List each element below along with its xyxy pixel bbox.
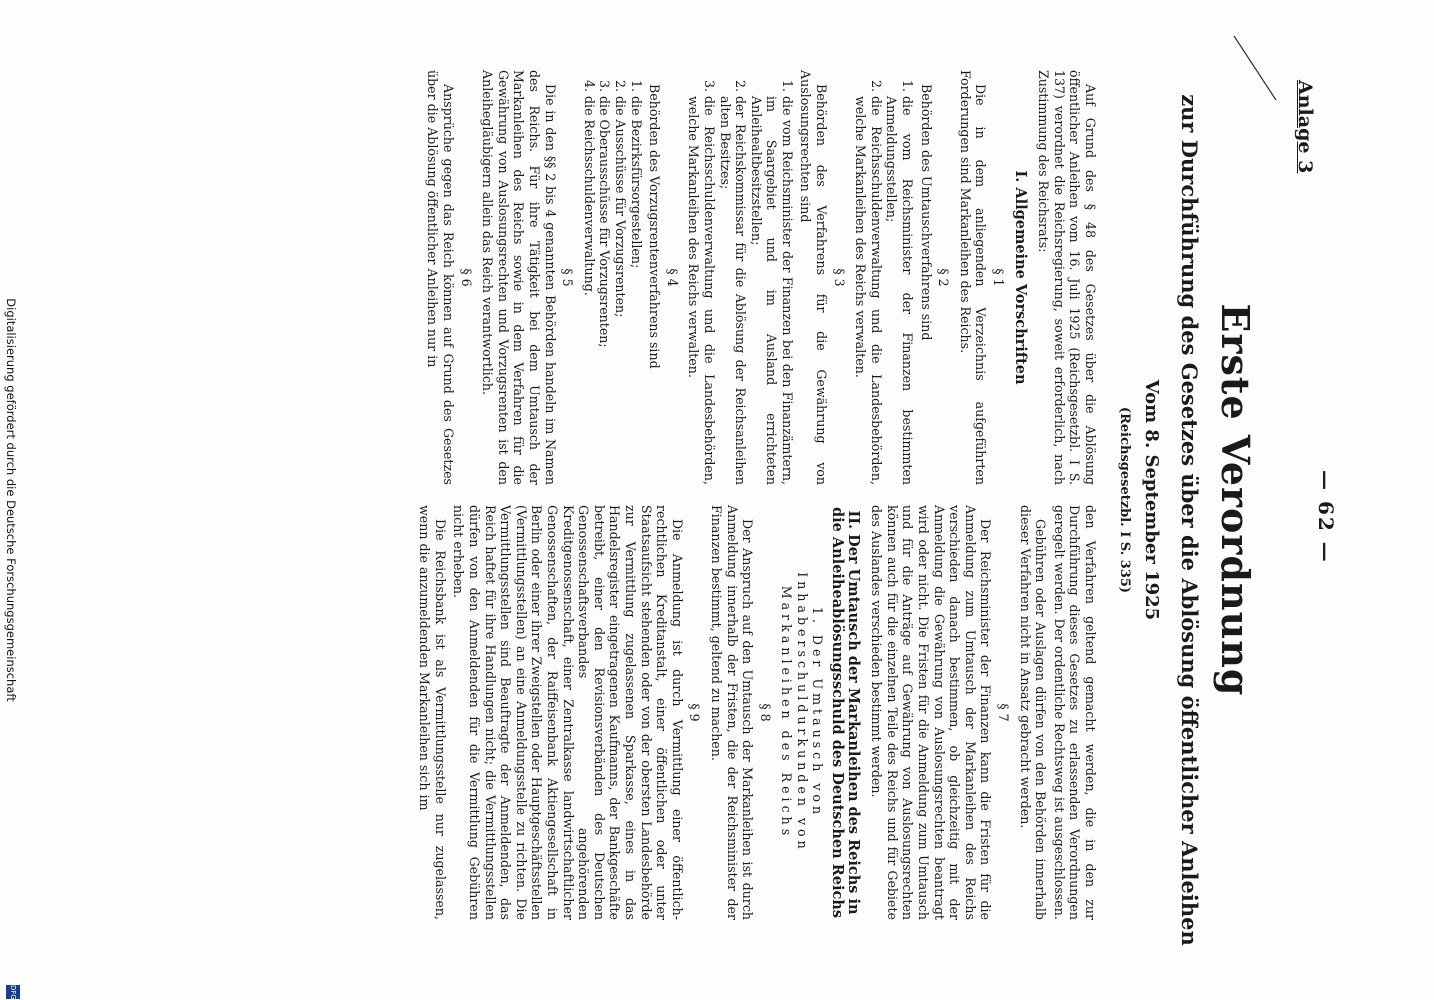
dfg-logo-icon: DFG bbox=[6, 985, 20, 999]
section-8-text: Der Anspruch auf den Umtausch der Markanleihen ist durch Anmeldung innerhalb der Fristen, die der Reichsminister der Finanzen bestimmt, geltend zu machen. bbox=[708, 505, 756, 920]
annex-label: Anlage 3 bbox=[1294, 80, 1316, 174]
list-item: 1. die vom Reichsminister der Finanzen bestimmten Anmeldungsstellen; bbox=[884, 96, 915, 485]
list-item: 2. die Ausschüsse für Vorzugsrenten; bbox=[612, 96, 628, 485]
section-3-intro: Behörden des Verfahrens für die Gewährung von Auslosungsrechten sind bbox=[798, 70, 830, 485]
list-item: 2. der Reichskommissar für die Ablösung der Reichsanleihen alten Besitzes; bbox=[717, 96, 748, 485]
section-5-label: § 5 bbox=[560, 268, 576, 287]
section-2-list bbox=[853, 70, 915, 485]
continuation-paragraph: den Verfahren geltend gemacht werden, die in den zur Durchführung dieses Gesetzes zu erlassenden Verordnungen geregelt werden. Der ordentliche Rechtsweg ist ausgeschlossen. bbox=[1051, 505, 1098, 920]
left-column bbox=[422, 70, 1098, 485]
intro-paragraph: Auf Grund des § 48 des Gesetzes über die Ablösung öffentlicher Anleihen vom 16. Juli 1925 (Reichsgesetzbl. I S. 137) verordnet die Reichsregierung, soweit erforderlich, nach Zustimmung des Reichsrats: bbox=[1036, 70, 1098, 485]
document-date: Vom 8. September 1925 bbox=[1141, 379, 1162, 621]
fees-paragraph: Gebühren oder Auslagen dürfen von den Behörden innerhalb dieser Verfahren nicht in Ansatz gebracht werden. bbox=[1017, 505, 1049, 920]
section-1-label: § 1 bbox=[991, 268, 1007, 287]
section-4-intro: Behörden des Vorzugsrentenverfahrens sind bbox=[647, 84, 663, 369]
page-number: — 62 — bbox=[1314, 470, 1338, 564]
section-4-label: § 4 bbox=[664, 268, 680, 287]
subsection-heading: 1. Der Umtausch von Inhaberschuldurkunden von Markanleihen des Reichs bbox=[779, 572, 826, 853]
section-9-text-continued: Die Reichsbank ist als Vermittlungsstelle nur zugelassen, wenn die anzumeldenden Markanleihen sich im bbox=[417, 505, 448, 920]
list-item: 4. die Reichsschuldenverwaltung. bbox=[581, 96, 597, 485]
section-6-label: § 6 bbox=[458, 268, 474, 287]
section-1-text: Die in dem anliegenden Verzeichnis aufgeführten Forderungen sind Markanleihen des Reichs. bbox=[957, 70, 989, 485]
section-5-text: Die in den §§ 2 bis 4 genannten Behörden handeln im Namen des Reichs. Für ihre Tätigkeit bei dem Umtausch der Markanleihen des Reichs sowie in dem Verfahren für die Gewährung von Auslosungsrechten und Vorzugsrenten ist den Anleihegläubigern allein das Reich verantwortlich. bbox=[480, 70, 558, 485]
list-item: 1. die vom Reichsminister der Finanzen bei den Finanzämtern, im Saargebiet und im Ausland errichteten Anleihealtbesitzstellen; bbox=[748, 96, 795, 485]
document-subtitle: zur Durchführung des Gesetzes über die Ablösung öffentlicher Anleihen bbox=[1177, 94, 1202, 946]
part2-heading: II. Der Umtausch der Markanleihen des Reichs in die Anleiheablösungsschuld des Deutschen Reichs bbox=[829, 506, 862, 919]
part1-heading: I. Allgemeine Vorschriften bbox=[1011, 170, 1029, 385]
list-item: 3. die Reichsschuldenverwaltung und die Landesbehörden, welche Markanleihen des Reichs verwalten. bbox=[686, 96, 717, 485]
section-2-intro: Behörden des Umtauschverfahrens sind bbox=[918, 84, 934, 341]
section-2-label: § 2 bbox=[936, 268, 952, 287]
digitization-credit: Digitalisierung gefördert durch die Deutsche Forschungsgemeinschaft bbox=[4, 298, 18, 702]
section-6-text: Ansprüche gegen das Reich können auf Grund des Gesetzes über die Ablösung öffentlicher Anleihen nur in bbox=[425, 70, 457, 485]
document-title: Erste Verordnung bbox=[1213, 303, 1258, 697]
section-9-label: § 9 bbox=[687, 703, 703, 722]
list-item: 1. die Bezirksfürsorgestellen; bbox=[628, 96, 644, 485]
list-item: 2. die Reichsschuldenverwaltung und die Landesbehörden, welche Markanleihen des Reichs verwalten. bbox=[853, 96, 884, 485]
right-column bbox=[414, 505, 1098, 920]
section-4-list bbox=[581, 70, 643, 485]
section-7-text: Der Reichsminister der Finanzen kann die Fristen für die Anmeldung zum Umtausch der Markanleihen des Reichs verschieden danach bestimmen, ob gleichzeitig mit der Anmeldung die Gewährung von Auslosungsrechten beantragt wird oder nicht. Die Fristen für die Anmeldung zum Umtausch und für die Anträge auf Gewährung von Auslosungsrechten können auch für die einzelnen Teile des Reichs und für Gebiete des Auslandes verschieden bestimmt werden. bbox=[869, 505, 994, 920]
gazette-reference: (Reichsgesetzbl. I S. 335) bbox=[1117, 406, 1132, 594]
section-3-list bbox=[686, 70, 795, 485]
section-7-label: § 7 bbox=[996, 703, 1012, 722]
section-8-label: § 8 bbox=[757, 703, 773, 722]
list-item: 3. die Oberausschüsse für Vorzugsrenten; bbox=[597, 96, 613, 485]
section-9-text: Die Anmeldung ist durch Vermittlung einer öffentlich-rechtlichen Kreditanstalt, einer öffentlichen oder unter Staatsaufsicht stehenden oder von der obersten Landesbehörde zur Vermittlung zugelassenen Sparkasse, eines in das Handelsregister eingetragenen Kaufmanns, der Bankgeschäfte betreibt, einer den Revisionsverbänden des Deutschen Genossenschaftsverbandes angehörenden Kreditgenossenschaft, einer Zentralkasse landwirtschaftlicher Genossenschaften, der Raiffeisenbank Aktiengesellschaft in Berlin oder einer ihrer Zweigstellen oder Hauptgeschäftsstellen (Vermittlungsstellen) an eine Anmeldungsstelle zu richten. Die Vermittlungsstellen sind Beauftragte der Anmeldenden, das Reich haftet für ihre Handlungen nicht; die Vermittlungsstellen dürfen von den Anmeldenden für die Vermittlung Gebühren nicht erheben. bbox=[451, 505, 685, 920]
section-3-label: § 3 bbox=[831, 268, 847, 287]
